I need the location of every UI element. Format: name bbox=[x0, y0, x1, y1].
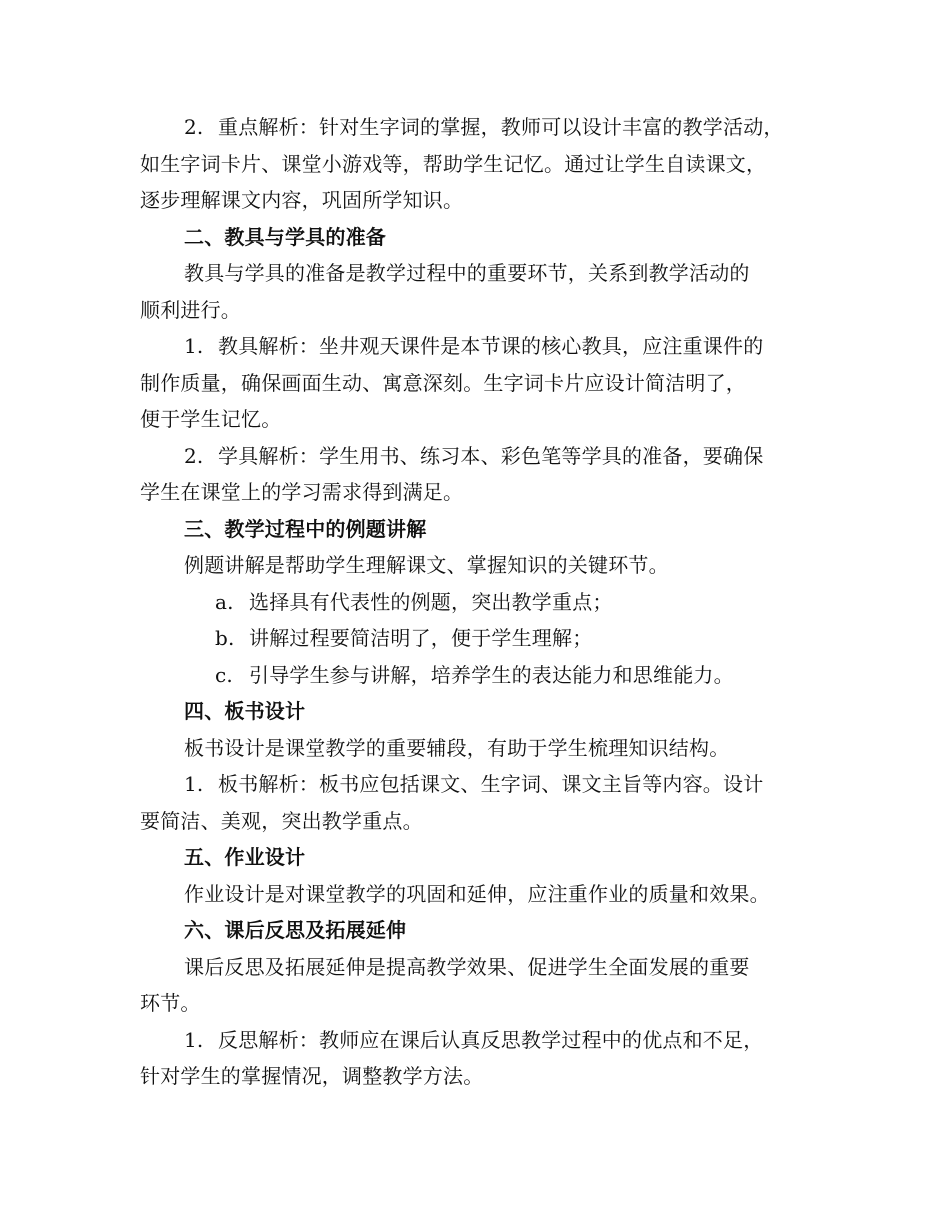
paragraph-text: 便于学生记忆。 bbox=[140, 407, 282, 431]
list-item bbox=[140, 620, 815, 657]
paragraph-text: 作业设计是对课堂教学的巩固和延伸，应注重作业的质量和效果。 bbox=[184, 881, 770, 906]
paragraph-text: 制作质量，确保画面生动、寓意深刻。生字词卡片应设计简洁明了， bbox=[140, 370, 746, 395]
paragraph-text: 学具解析：学生用书、练习本、彩色笔等学具的准备，要确保 bbox=[218, 443, 764, 468]
paragraph-text: 教具与学具的准备是教学过程中的重要环节，关系到教学活动的 bbox=[184, 261, 750, 285]
section-heading bbox=[140, 693, 815, 730]
paragraph-text: 环节。 bbox=[140, 991, 201, 1015]
paragraph-text: 逐步理解课文内容，巩固所学知识。 bbox=[140, 188, 464, 212]
numbered-paragraph bbox=[140, 766, 815, 839]
heading-text: 五、作业设计 bbox=[184, 845, 306, 869]
paragraph-line bbox=[140, 292, 815, 329]
list-marker: b. bbox=[215, 626, 235, 650]
list-item bbox=[140, 657, 815, 694]
paragraph-number: 1. bbox=[184, 772, 204, 796]
paragraph-number: 2. bbox=[184, 115, 204, 139]
section-heading bbox=[140, 839, 815, 876]
document-body bbox=[140, 109, 815, 1095]
list-marker: c. bbox=[215, 662, 233, 687]
paragraph-number: 1. bbox=[184, 334, 204, 358]
paragraph-line bbox=[140, 766, 815, 803]
section-heading bbox=[140, 219, 815, 256]
paragraph-line bbox=[140, 365, 815, 402]
list-item bbox=[140, 584, 815, 621]
paragraph-number: 2. bbox=[184, 443, 204, 468]
paragraph-line bbox=[140, 146, 815, 183]
numbered-paragraph bbox=[140, 438, 815, 511]
paragraph-text: 板书设计是课堂教学的重要辅段，有助于学生梳理知识结构。 bbox=[184, 735, 730, 760]
paragraph-line bbox=[140, 1022, 815, 1059]
paragraph-line bbox=[140, 328, 815, 365]
list-item-text: 选择具有代表性的例题，突出教学重点； bbox=[249, 589, 613, 614]
section-heading bbox=[140, 511, 815, 548]
numbered-paragraph bbox=[140, 109, 815, 219]
paragraph-line bbox=[140, 109, 815, 146]
heading-text: 四、板书设计 bbox=[184, 699, 306, 723]
paragraph-text: 针对学生的掌握情况，调整教学方法。 bbox=[140, 1064, 484, 1088]
paragraph-text: 反思解析：教师应在课后认真反思教学过程中的优点和不足， bbox=[218, 1027, 764, 1052]
list-item-line bbox=[215, 584, 815, 621]
paragraph-line bbox=[140, 730, 815, 767]
paragraph-text: 重点解析：针对生字词的掌握，教师可以设计丰富的教学活动， bbox=[218, 115, 784, 139]
paragraph bbox=[140, 876, 815, 913]
paragraph-line bbox=[140, 985, 815, 1022]
paragraph-text: 板书解析：板书应包括课文、生字词、课文主旨等内容。设计 bbox=[218, 772, 764, 796]
paragraph-text: 如生字词卡片、课堂小游戏等，帮助学生记忆。通过让学生自读课文， bbox=[140, 151, 767, 176]
numbered-paragraph bbox=[140, 328, 815, 438]
paragraph-text: 要简洁、美观，突出教学重点。 bbox=[140, 808, 423, 833]
paragraph-line bbox=[140, 876, 815, 913]
list-item-line bbox=[215, 657, 815, 694]
paragraph-number: 1. bbox=[184, 1027, 204, 1052]
numbered-paragraph bbox=[140, 1022, 815, 1095]
paragraph bbox=[140, 547, 815, 584]
paragraph-line bbox=[140, 182, 815, 219]
list-item-text: 讲解过程要简洁明了，便于学生理解； bbox=[249, 626, 593, 650]
paragraph-text: 顺利进行。 bbox=[140, 297, 241, 322]
paragraph-line bbox=[140, 1058, 815, 1095]
list-marker: a. bbox=[215, 589, 234, 614]
section-heading bbox=[140, 912, 815, 949]
paragraph-text: 例题讲解是帮助学生理解课文、掌握知识的关键环节。 bbox=[184, 553, 669, 577]
paragraph-text: 学生在课堂上的学习需求得到满足。 bbox=[140, 480, 464, 504]
heading-text: 三、教学过程中的例题讲解 bbox=[184, 516, 427, 541]
list-item-line bbox=[215, 620, 815, 657]
paragraph bbox=[140, 730, 815, 767]
paragraph-line bbox=[140, 438, 815, 475]
paragraph bbox=[140, 255, 815, 328]
paragraph-line bbox=[140, 547, 815, 584]
paragraph-line bbox=[140, 474, 815, 511]
paragraph-line bbox=[140, 803, 815, 840]
heading-text: 六、课后反思及拓展延伸 bbox=[184, 918, 407, 942]
paragraph-text: 课后反思及拓展延伸是提高教学效果、促进学生全面发展的重要 bbox=[184, 954, 750, 979]
paragraph-line bbox=[140, 949, 815, 986]
paragraph-line bbox=[140, 255, 815, 292]
paragraph-line bbox=[140, 401, 815, 438]
paragraph bbox=[140, 949, 815, 1022]
heading-text: 二、教具与学具的准备 bbox=[184, 224, 386, 249]
paragraph-text: 教具解析：坐井观天课件是本节课的核心教具，应注重课件的 bbox=[218, 334, 764, 358]
list-item-text: 引导学生参与讲解，培养学生的表达能力和思维能力。 bbox=[249, 662, 734, 687]
